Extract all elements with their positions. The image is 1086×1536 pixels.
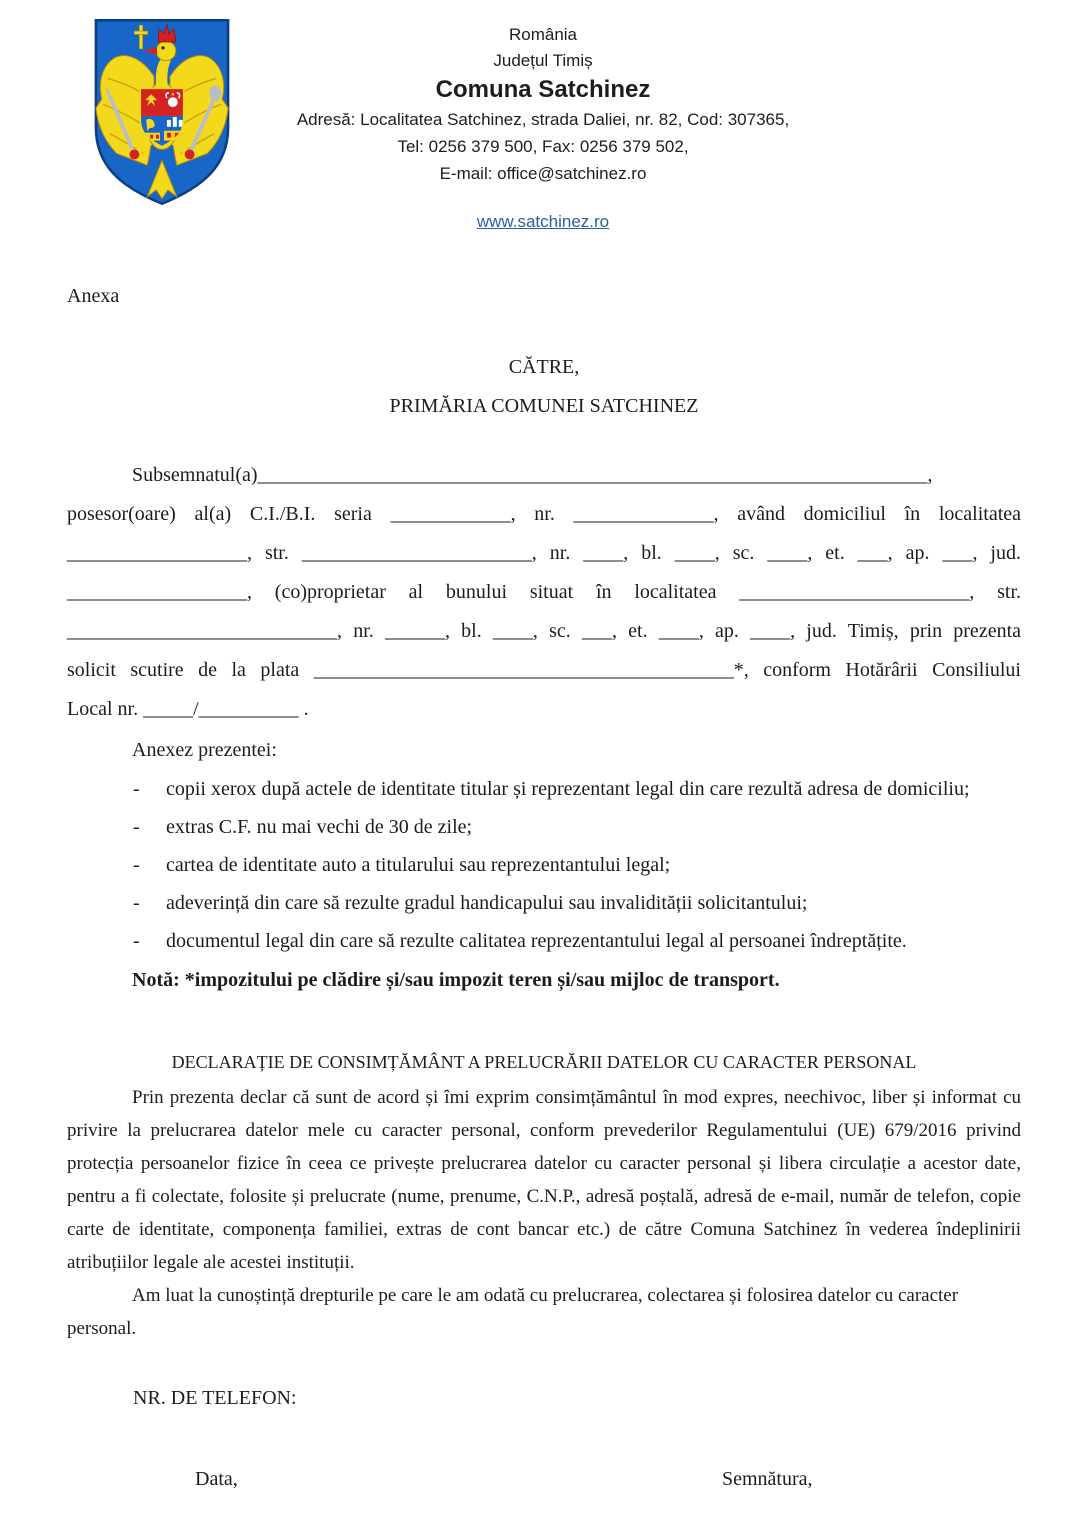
municipality-title: Comuna Satchinez [435,76,651,103]
attachments-list [67,770,1021,960]
consent-paragraph-2: Am luat la cunoștință drepturile pe care le am odată cu prelucrarea, colectarea și folosirea datelor cu caracter personal. [67,1285,959,1339]
consent-paragraph-1: Prin prezenta declar că sunt de acord și îmi exprim consimțământul în mod expres, neechivoc, liber și informat cu privire la prelucrarea datelor mele cu caracter personal, conform prevederilor Regulamentului (UE) 679/2016 privind protecția persoanelor fizice în ceea ce privește prelucrarea datelor cu caracter personal și libera circulație a acestor date, pentru a fi colectate, folosite și prelucrate (nume, prenume, C.N.P., adresă poștală, adresă de e-mail, număr de telefon, copie carte de identitate, componența familiei, extras de cont bancar etc.) de către Comuna Satchinez în vederea îndeplinirii atribuțiilor legale ale acestei instituții. [67,1087,1021,1273]
list-item-text: extras C.F. nu mai vechi de 30 de zile; [166,816,473,838]
request-line: solicit scutire de la plata __________________________________________*, conform Hotărârii Consiliului [67,659,1021,681]
list-item [133,884,1021,922]
request-paragraph [67,456,1021,729]
list-dash-marker: - [133,892,140,914]
county-line: Județul Timiș [493,51,593,70]
signature-label: Semnătura, [722,1468,813,1490]
list-item [133,808,1021,846]
request-line: Subsemnatul(a)___________________________________________________________________, [132,464,933,486]
request-line: posesor(oare) al(a) C.I./B.I. seria ____________, nr. ______________, având domiciliul în localitatea [67,503,1021,525]
list-dash-marker: - [133,930,140,952]
addressee-line1: CĂTRE, [508,356,580,378]
attachments-intro: Anexez prezentei: [132,739,277,761]
website-link[interactable]: www.satchinez.ro [476,212,610,231]
note-line: Notă: *impozitului pe clădire și/sau impozit teren și/sau mijloc de transport. [132,969,780,991]
letterhead [0,0,1086,235]
date-label: Data, [195,1468,238,1490]
list-item [133,770,1021,808]
list-dash-marker: - [133,816,140,838]
list-item [133,846,1021,884]
document-body [0,285,1086,1498]
list-item [133,922,1021,960]
list-item-text: documentul legal din care să rezulte calitatea reprezentantului legal al persoanei îndreptățite. [166,930,907,952]
addressee-line2: PRIMĂRIA COMUNEI SATCHINEZ [389,395,699,417]
signature-row [67,1468,1021,1498]
phone-number-label: NR. DE TELEFON: [133,1387,297,1409]
addressee-block [67,348,1021,426]
annex-label: Anexa [67,285,120,307]
request-line: Local nr. _____/__________ . [67,698,309,720]
phone-fax-line: Tel: 0256 379 500, Fax: 0256 379 502, [397,137,689,156]
request-line: __________________, (co)proprietar al bunului situat în localitatea _______________________, str. [67,581,1021,603]
address-line: Adresă: Localitatea Satchinez, strada Daliei, nr. 82, Cod: 307365, [296,110,790,129]
email-line: E-mail: office@satchinez.ro [439,164,647,183]
list-item-text: cartea de identitate auto a titularului sau reprezentantului legal; [166,854,671,876]
request-line: ___________________________, nr. ______, bl. ____, sc. ___, et. ____, ap. ____, jud. Timiș, prin prezenta [67,620,1021,642]
consent-title: DECLARAȚIE DE CONSIMȚĂMÂNT A PRELUCRĂRII DATELOR CU CARACTER PERSONAL [171,1052,917,1072]
request-line: __________________, str. _______________________, nr. ____, bl. ____, sc. ____, et. ___, ap. ___, jud. [67,542,1021,564]
country-line: România [508,25,578,44]
list-item-text: adeverință din care să rezulte gradul handicapului sau invalidității solicitantului; [166,892,808,914]
list-dash-marker: - [133,778,140,800]
romania-coat-of-arms-icon [88,16,236,208]
list-item-text: copii xerox după actele de identitate titular și reprezentant legal din care rezultă adresa de domiciliu; [166,778,970,800]
list-dash-marker: - [133,854,140,876]
